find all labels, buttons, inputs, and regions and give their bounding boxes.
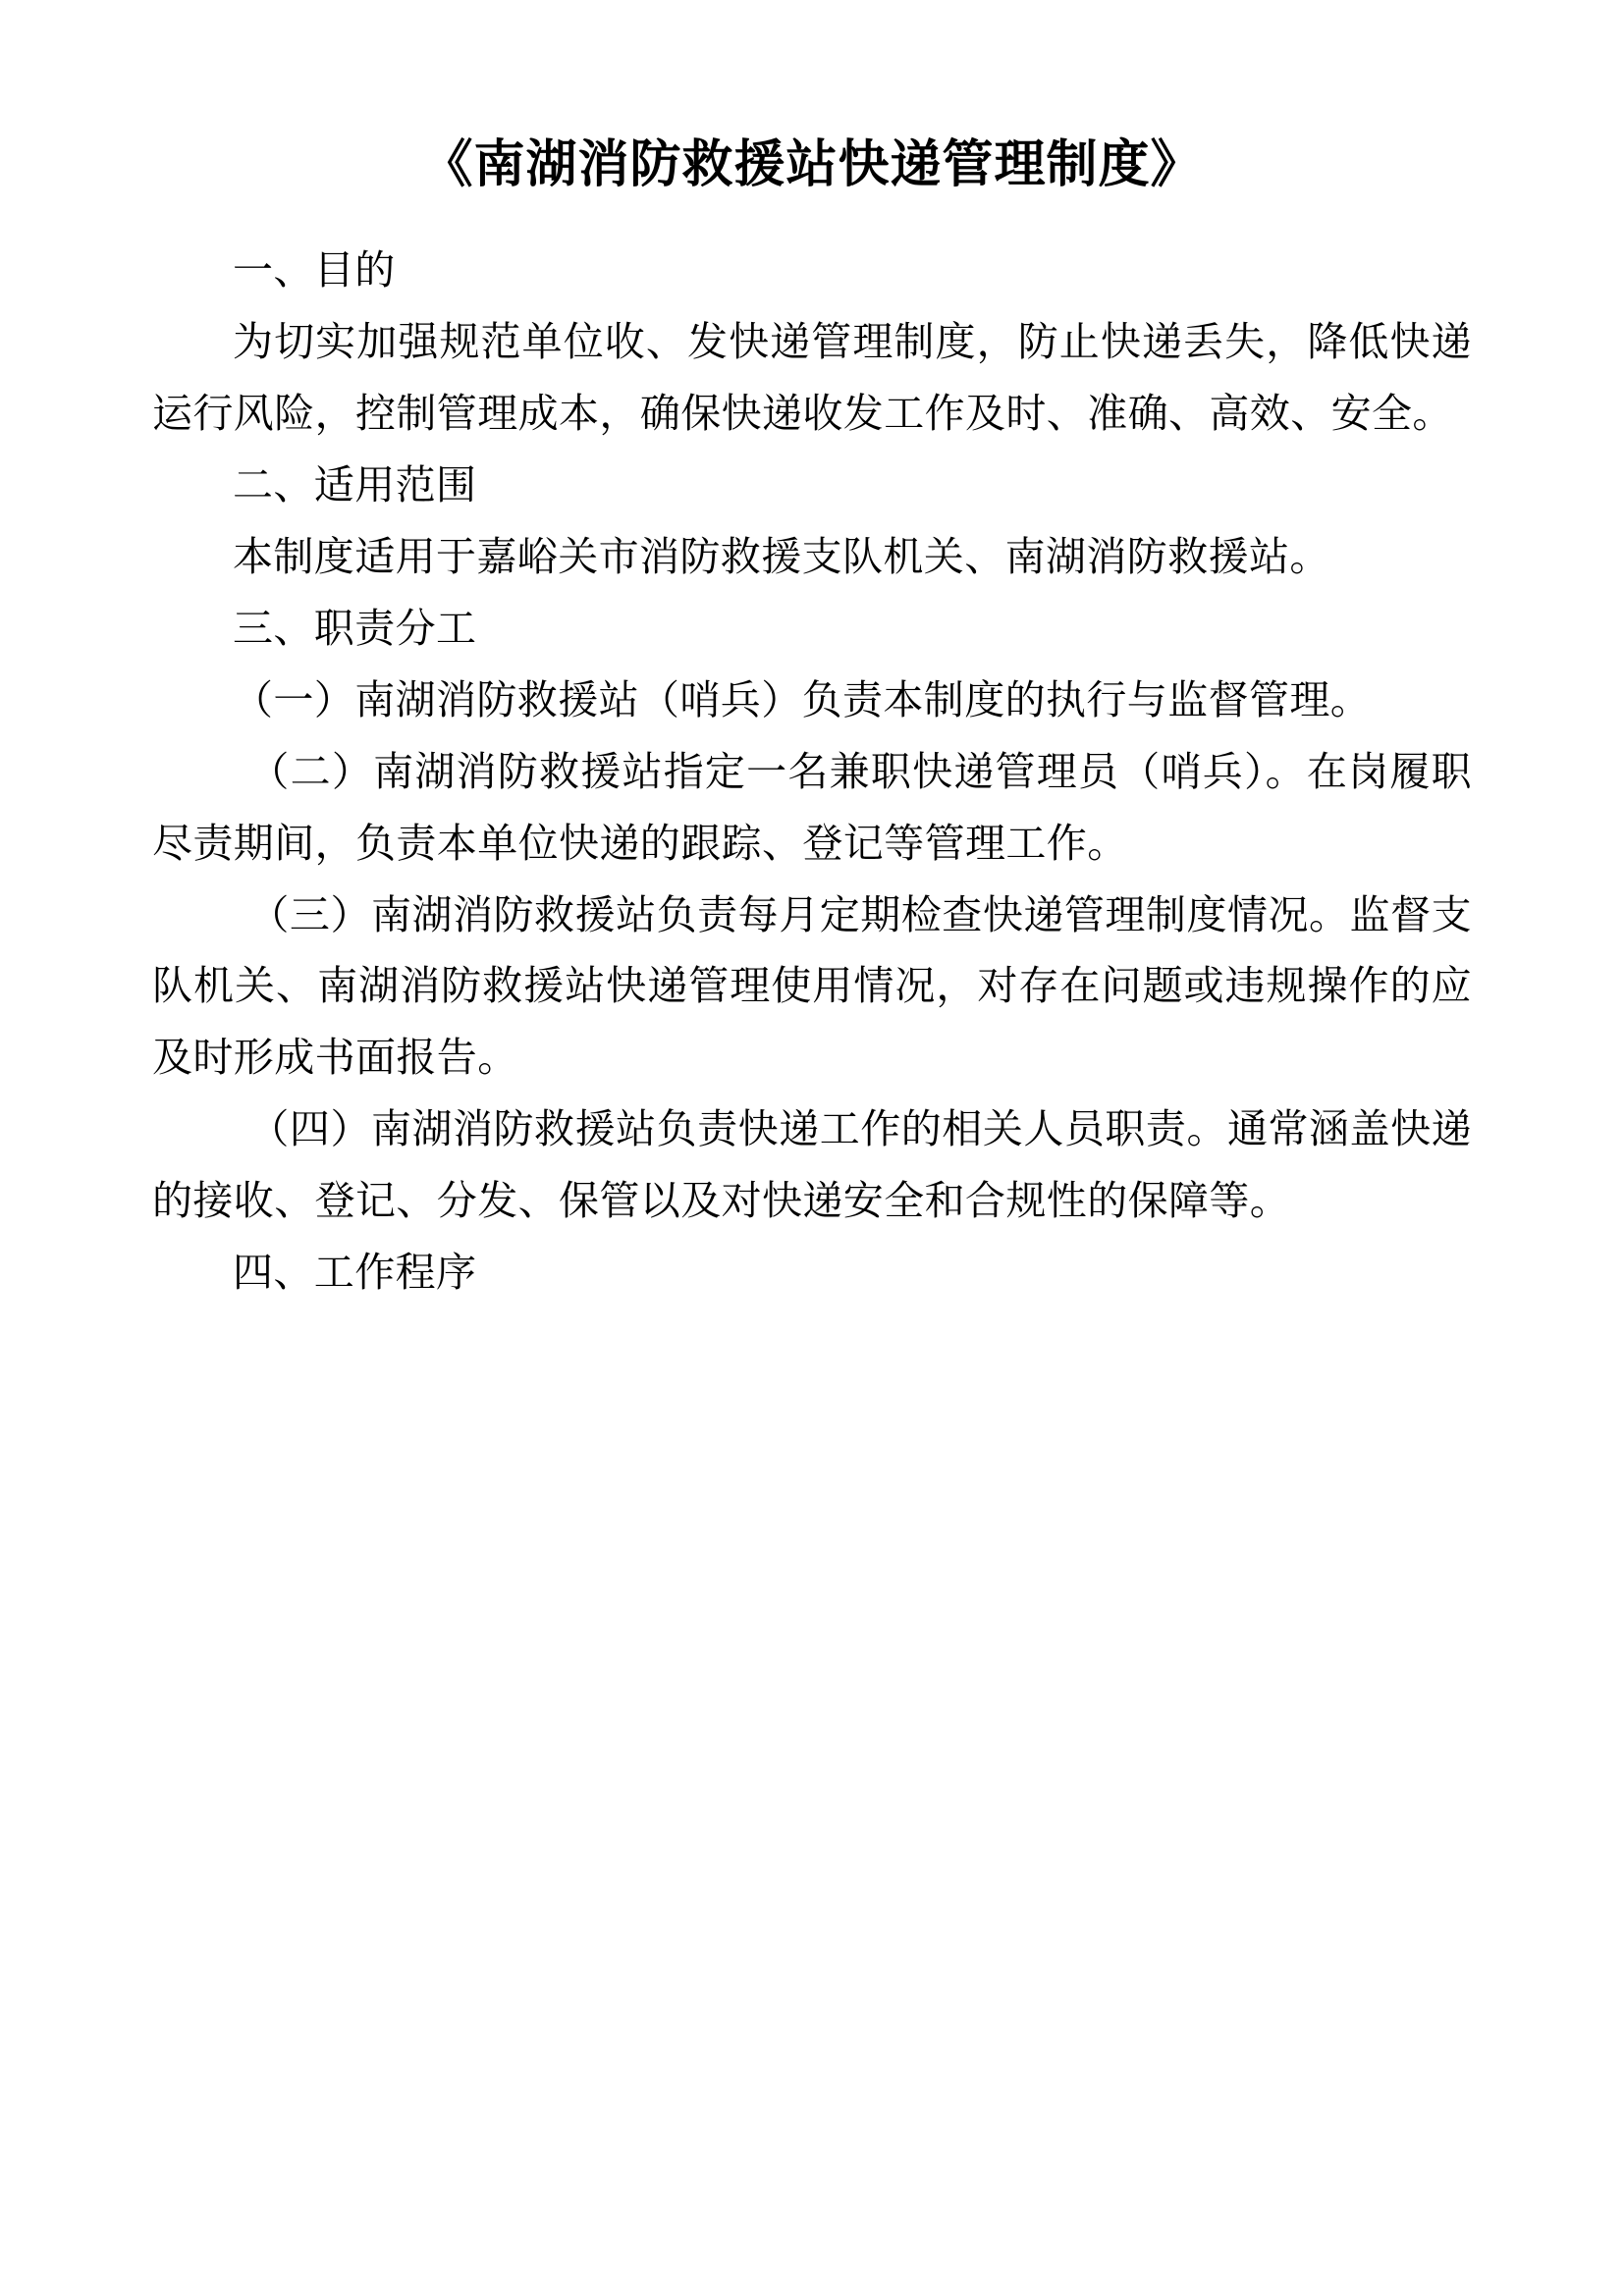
paragraph-duty-2: （二）南湖消防救援站指定一名兼职快递管理员（哨兵）。在岗履职尽责期间，负责本单位快递的跟踪、登记等管理工作。	[152, 748, 1472, 866]
section-heading-purpose: 一、目的	[233, 246, 396, 293]
page-title: 《南湖消防救援站快递管理制度》	[421, 136, 1203, 193]
section-heading-duties: 三、职责分工	[233, 605, 477, 651]
paragraph-duty-3: （三）南湖消防救援站负责每月定期检查快递管理制度情况。监督支队机关、南湖消防救援站快递管理使用情况，对存在问题或违规操作的应及时形成书面报告。	[152, 891, 1472, 1081]
section-heading-scope: 二、适用范围	[233, 461, 477, 507]
paragraph-duty-4: （四）南湖消防救援站负责快递工作的相关人员职责。通常涵盖快递的接收、登记、分发、保管以及对快递安全和合规性的保障等。	[152, 1106, 1472, 1224]
paragraph-duty-1: （一）南湖消防救援站（哨兵）负责本制度的执行与监督管理。	[233, 676, 1372, 722]
paragraph-scope: 本制度适用于嘉峪关市消防救援支队机关、南湖消防救援站。	[233, 533, 1330, 579]
document-body	[152, 235, 1472, 1309]
section-heading-procedure: 四、工作程序	[233, 1250, 477, 1296]
paragraph-purpose: 为切实加强规范单位收、发快递管理制度，防止快递丢失，降低快递运行风险，控制管理成本，确保快递收发工作及时、准确、高效、安全。	[152, 318, 1472, 436]
